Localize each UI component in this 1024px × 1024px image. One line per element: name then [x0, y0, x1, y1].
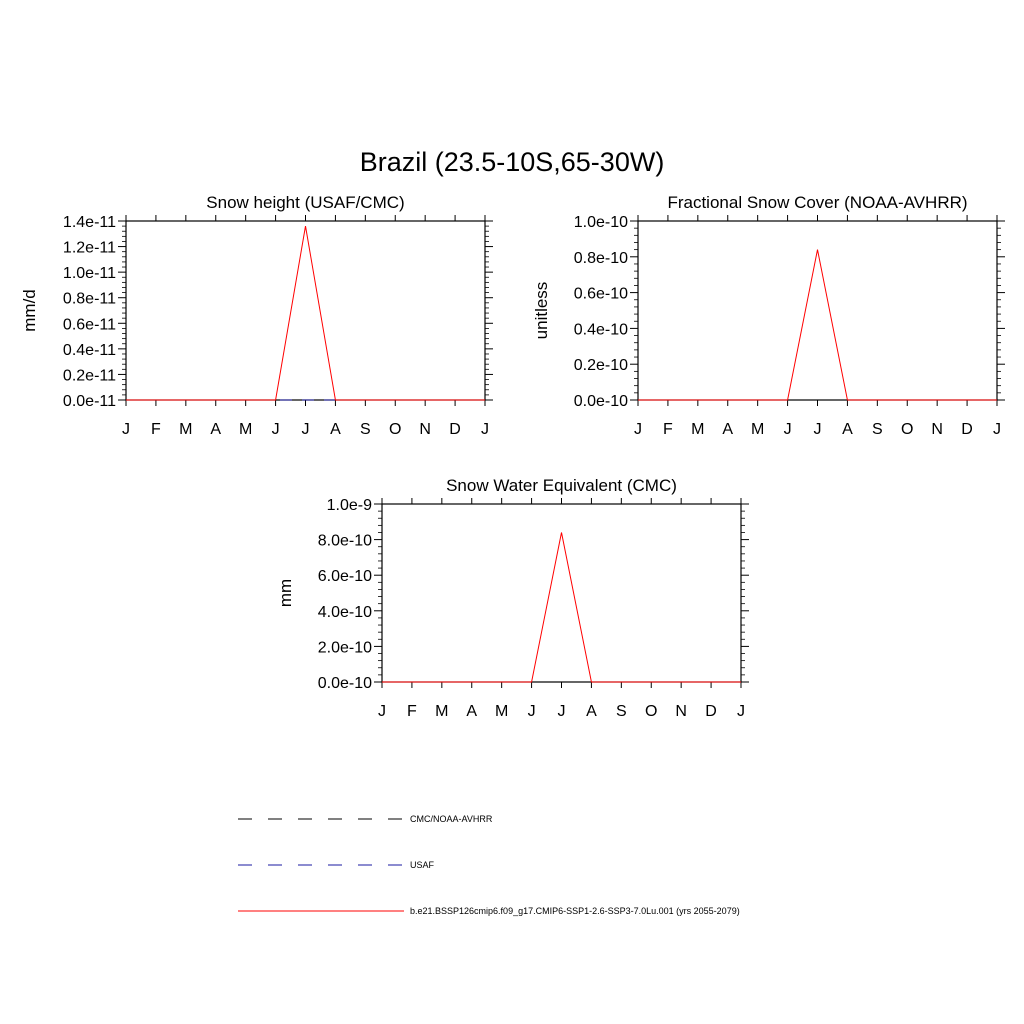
x-tick-label: J	[783, 421, 792, 438]
y-axis-label: mm/d	[20, 289, 39, 332]
x-tick-label: S	[359, 421, 371, 438]
legend-label: USAF	[410, 860, 435, 870]
x-tick-label: J	[122, 421, 130, 438]
y-tick-label: 0.0e-11	[62, 393, 116, 410]
y-tick-label: 1.2e-11	[62, 239, 116, 257]
x-tick-label: N	[419, 421, 431, 438]
x-tick-label: J	[301, 421, 310, 438]
series-line-model	[126, 226, 485, 400]
x-tick-label: M	[179, 421, 193, 438]
legend-item	[238, 906, 740, 916]
x-tick-label: J	[813, 421, 822, 438]
series-line-model	[638, 250, 997, 400]
x-tick-label: M	[435, 703, 449, 720]
x-tick-label: J	[271, 421, 280, 438]
y-tick-label: 0.6e-11	[62, 316, 116, 334]
y-tick-label: 6.0e-10	[317, 568, 372, 586]
x-tick-label: J	[481, 421, 489, 438]
panel-title: Snow height (USAF/CMC)	[206, 193, 405, 212]
x-tick-label: S	[615, 703, 627, 720]
x-tick-label: J	[634, 421, 642, 438]
y-tick-label: 0.0e-10	[317, 675, 372, 692]
legend-item	[238, 814, 493, 824]
series-line-model	[382, 532, 741, 682]
y-axis-label: mm	[276, 578, 295, 608]
y-tick-label: 1.0e-9	[326, 497, 372, 514]
x-tick-label: M	[751, 421, 765, 438]
panel-2	[532, 193, 1005, 438]
x-tick-label: O	[645, 703, 658, 720]
x-tick-label: J	[557, 703, 566, 720]
legend	[238, 814, 740, 916]
x-tick-label: O	[389, 421, 402, 438]
legend-label: b.e21.BSSP126cmip6.f09_g17.CMIP6-SSP1-2.6-SSP3-7.0Lu.001 (yrs 2055-2079)	[410, 906, 740, 916]
y-tick-label: 0.8e-11	[62, 290, 116, 308]
x-tick-label: J	[737, 703, 745, 720]
plot-frame	[638, 221, 997, 400]
y-tick-label: 0.2e-10	[573, 357, 628, 375]
x-tick-label: J	[993, 421, 1001, 438]
figure-title: Brazil (23.5-10S,65-30W)	[359, 147, 665, 177]
y-tick-label: 1.0e-10	[573, 214, 628, 231]
y-tick-label: 0.0e-10	[573, 393, 628, 410]
y-tick-label: 8.0e-10	[317, 532, 372, 550]
panels	[20, 193, 1005, 720]
y-tick-label: 1.0e-11	[62, 265, 116, 283]
x-tick-label: M	[495, 703, 509, 720]
y-axis-label: unitless	[532, 281, 551, 340]
y-tick-label: 0.6e-10	[573, 285, 628, 303]
x-tick-label: A	[842, 421, 853, 438]
y-tick-label: 2.0e-10	[317, 639, 372, 657]
x-tick-label: J	[527, 703, 536, 720]
x-tick-label: F	[151, 421, 161, 438]
y-tick-label: 4.0e-10	[317, 603, 372, 621]
x-tick-label: S	[871, 421, 883, 438]
panel-title: Snow Water Equivalent (CMC)	[446, 476, 677, 495]
y-tick-label: 0.4e-10	[573, 321, 628, 339]
plot-frame	[382, 504, 741, 682]
x-tick-label: N	[675, 703, 687, 720]
x-tick-label: D	[961, 421, 973, 438]
x-tick-label: A	[722, 421, 734, 438]
y-tick-label: 0.2e-11	[62, 367, 116, 385]
x-tick-label: A	[586, 703, 597, 720]
panel-1	[20, 193, 493, 438]
panel-3	[276, 476, 749, 720]
y-tick-label: 0.8e-10	[573, 249, 628, 267]
x-tick-label: A	[466, 703, 478, 720]
panel-title: Fractional Snow Cover (NOAA-AVHRR)	[667, 193, 968, 212]
x-tick-label: M	[691, 421, 705, 438]
x-tick-label: F	[407, 703, 417, 720]
y-tick-label: 0.4e-11	[62, 341, 116, 359]
plot-frame	[126, 221, 485, 400]
x-tick-label: J	[378, 703, 386, 720]
x-tick-label: D	[449, 421, 461, 438]
x-tick-label: F	[663, 421, 673, 438]
legend-item	[238, 860, 435, 870]
x-tick-label: A	[330, 421, 341, 438]
x-tick-label: M	[239, 421, 253, 438]
y-tick-label: 1.4e-11	[62, 214, 116, 231]
x-tick-label: D	[705, 703, 717, 720]
legend-label: CMC/NOAA-AVHRR	[410, 814, 493, 824]
x-tick-label: O	[901, 421, 914, 438]
x-tick-label: A	[210, 421, 222, 438]
x-tick-label: N	[931, 421, 943, 438]
